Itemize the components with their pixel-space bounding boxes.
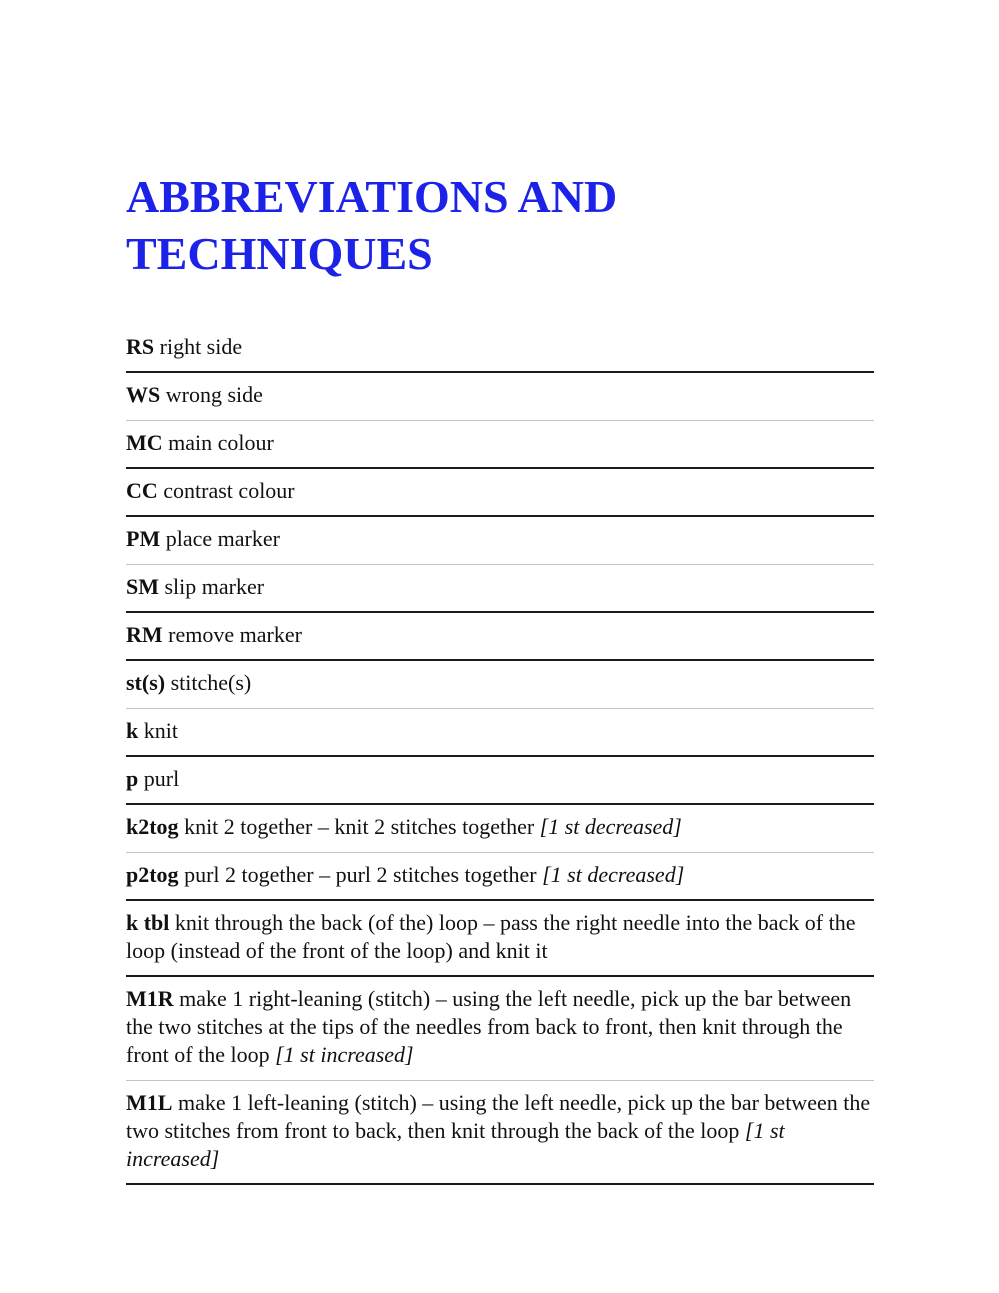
abbreviation-entry-k2tog bbox=[126, 805, 874, 853]
abbreviation-term: p2tog bbox=[126, 862, 179, 887]
abbreviation-entry-rs bbox=[126, 333, 874, 373]
abbreviation-entry-m1r bbox=[126, 977, 874, 1081]
abbreviation-definition: contrast colour bbox=[163, 478, 295, 503]
abbreviation-entry-pm bbox=[126, 517, 874, 565]
abbreviation-term: k2tog bbox=[126, 814, 179, 839]
abbreviation-definition: purl bbox=[143, 766, 180, 791]
abbreviation-definition: right side bbox=[159, 334, 243, 359]
abbreviation-term: st(s) bbox=[126, 670, 166, 695]
page-title bbox=[126, 168, 874, 282]
abbreviation-term: RM bbox=[126, 622, 163, 647]
abbreviation-term: RS bbox=[126, 334, 155, 359]
abbreviation-note: [1 st decreased] bbox=[539, 814, 682, 839]
abbreviation-definition: make 1 left-leaning (stitch) – using the left needle, pick up the bar between the two stitches from front to back, then knit through the back of the loop bbox=[126, 1090, 871, 1143]
abbreviation-entry-ws bbox=[126, 373, 874, 421]
abbreviation-definition: knit bbox=[143, 718, 178, 743]
abbreviation-note: [1 st increased] bbox=[126, 1118, 785, 1171]
abbreviation-entry-p bbox=[126, 757, 874, 805]
abbreviation-definition: wrong side bbox=[165, 382, 263, 407]
abbreviation-note: [1 st decreased] bbox=[542, 862, 685, 887]
page-title-line-2: TECHNIQUES bbox=[126, 228, 433, 279]
page-title-line-1: ABBREVIATIONS AND bbox=[126, 171, 618, 222]
abbreviation-term: MC bbox=[126, 430, 163, 455]
abbreviation-note: [1 st increased] bbox=[275, 1042, 414, 1067]
abbreviation-term: p bbox=[126, 766, 139, 791]
abbreviation-definition: stitche(s) bbox=[170, 670, 252, 695]
abbreviation-entry-cc bbox=[126, 469, 874, 517]
abbreviation-term: WS bbox=[126, 382, 161, 407]
abbreviation-list bbox=[126, 333, 874, 1185]
abbreviation-term: M1L bbox=[126, 1090, 173, 1115]
abbreviation-entry-sts bbox=[126, 661, 874, 709]
abbreviation-entry-p2tog bbox=[126, 853, 874, 901]
abbreviation-definition: remove marker bbox=[168, 622, 302, 647]
abbreviation-definition: purl 2 together – purl 2 stitches together bbox=[184, 862, 537, 887]
abbreviation-definition: slip marker bbox=[164, 574, 265, 599]
abbreviation-definition: knit through the back (of the) loop – pass the right needle into the back of the loop (instead of the front of the loop) and knit it bbox=[126, 910, 856, 963]
abbreviation-entry-m1l bbox=[126, 1081, 874, 1185]
abbreviation-definition: knit 2 together – knit 2 stitches together bbox=[184, 814, 535, 839]
abbreviation-term: k tbl bbox=[126, 910, 170, 935]
abbreviation-term: k bbox=[126, 718, 139, 743]
abbreviation-term: M1R bbox=[126, 986, 174, 1011]
abbreviation-entry-sm bbox=[126, 565, 874, 613]
abbreviation-definition: make 1 right-leaning (stitch) – using the left needle, pick up the bar between the two stitches at the tips of the needles from back to front, then knit through the front of the loop bbox=[126, 986, 852, 1067]
abbreviation-term: PM bbox=[126, 526, 161, 551]
abbreviation-definition: main colour bbox=[168, 430, 274, 455]
abbreviation-entry-rm bbox=[126, 613, 874, 661]
document-page bbox=[126, 168, 874, 1185]
abbreviation-entry-mc bbox=[126, 421, 874, 469]
abbreviation-entry-k bbox=[126, 709, 874, 757]
abbreviation-term: SM bbox=[126, 574, 159, 599]
abbreviation-entry-k-tbl bbox=[126, 901, 874, 977]
abbreviation-term: CC bbox=[126, 478, 158, 503]
abbreviation-definition: place marker bbox=[165, 526, 280, 551]
